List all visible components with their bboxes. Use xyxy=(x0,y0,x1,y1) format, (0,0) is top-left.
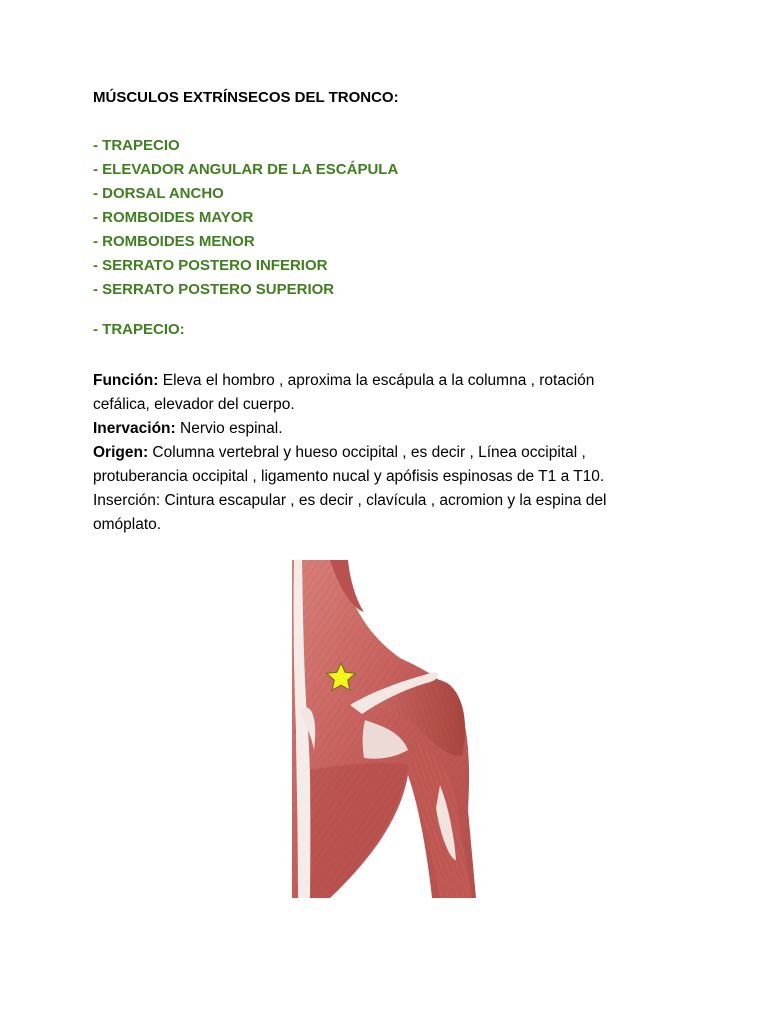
inervacion-paragraph xyxy=(93,417,653,441)
list-item: - ELEVADOR ANGULAR DE LA ESCÁPULA xyxy=(93,161,399,178)
list-item: - SERRATO POSTERO INFERIOR xyxy=(93,257,328,274)
origen-text: Columna vertebral y hueso occipital , es decir , Línea occipital , protuberancia occipital , ligamento nucal y apófisis espinosas de T1 a T10. xyxy=(93,444,605,485)
list-item: - SERRATO POSTERO SUPERIOR xyxy=(93,281,335,298)
funcion-paragraph xyxy=(93,369,653,417)
description-block xyxy=(93,369,653,537)
inervacion-text: Nervio espinal. xyxy=(175,420,283,437)
funcion-text: Eleva el hombro , aproxima la escápula a la columna , rotación cefálica, elevador del cuerpo. xyxy=(93,372,595,413)
list-item: - ROMBOIDES MAYOR xyxy=(93,209,254,226)
document-title: MÚSCULOS EXTRÍNSECOS DEL TRONCO: xyxy=(93,89,399,106)
section-title: - TRAPECIO: xyxy=(93,321,185,338)
inervacion-label: Inervación: xyxy=(93,420,176,437)
list-item: - TRAPECIO xyxy=(93,137,180,154)
insercion-paragraph: Inserción: Cintura escapular , es decir , clavícula , acromion y la espina del omóplato. xyxy=(93,492,607,533)
list-item: - ROMBOIDES MENOR xyxy=(93,233,255,250)
origen-paragraph xyxy=(93,441,653,489)
origen-label: Origen: xyxy=(93,444,149,461)
funcion-label: Función: xyxy=(93,372,159,389)
anatomy-illustration xyxy=(290,560,478,898)
list-item: - DORSAL ANCHO xyxy=(93,185,224,202)
muscle-list xyxy=(93,136,398,304)
